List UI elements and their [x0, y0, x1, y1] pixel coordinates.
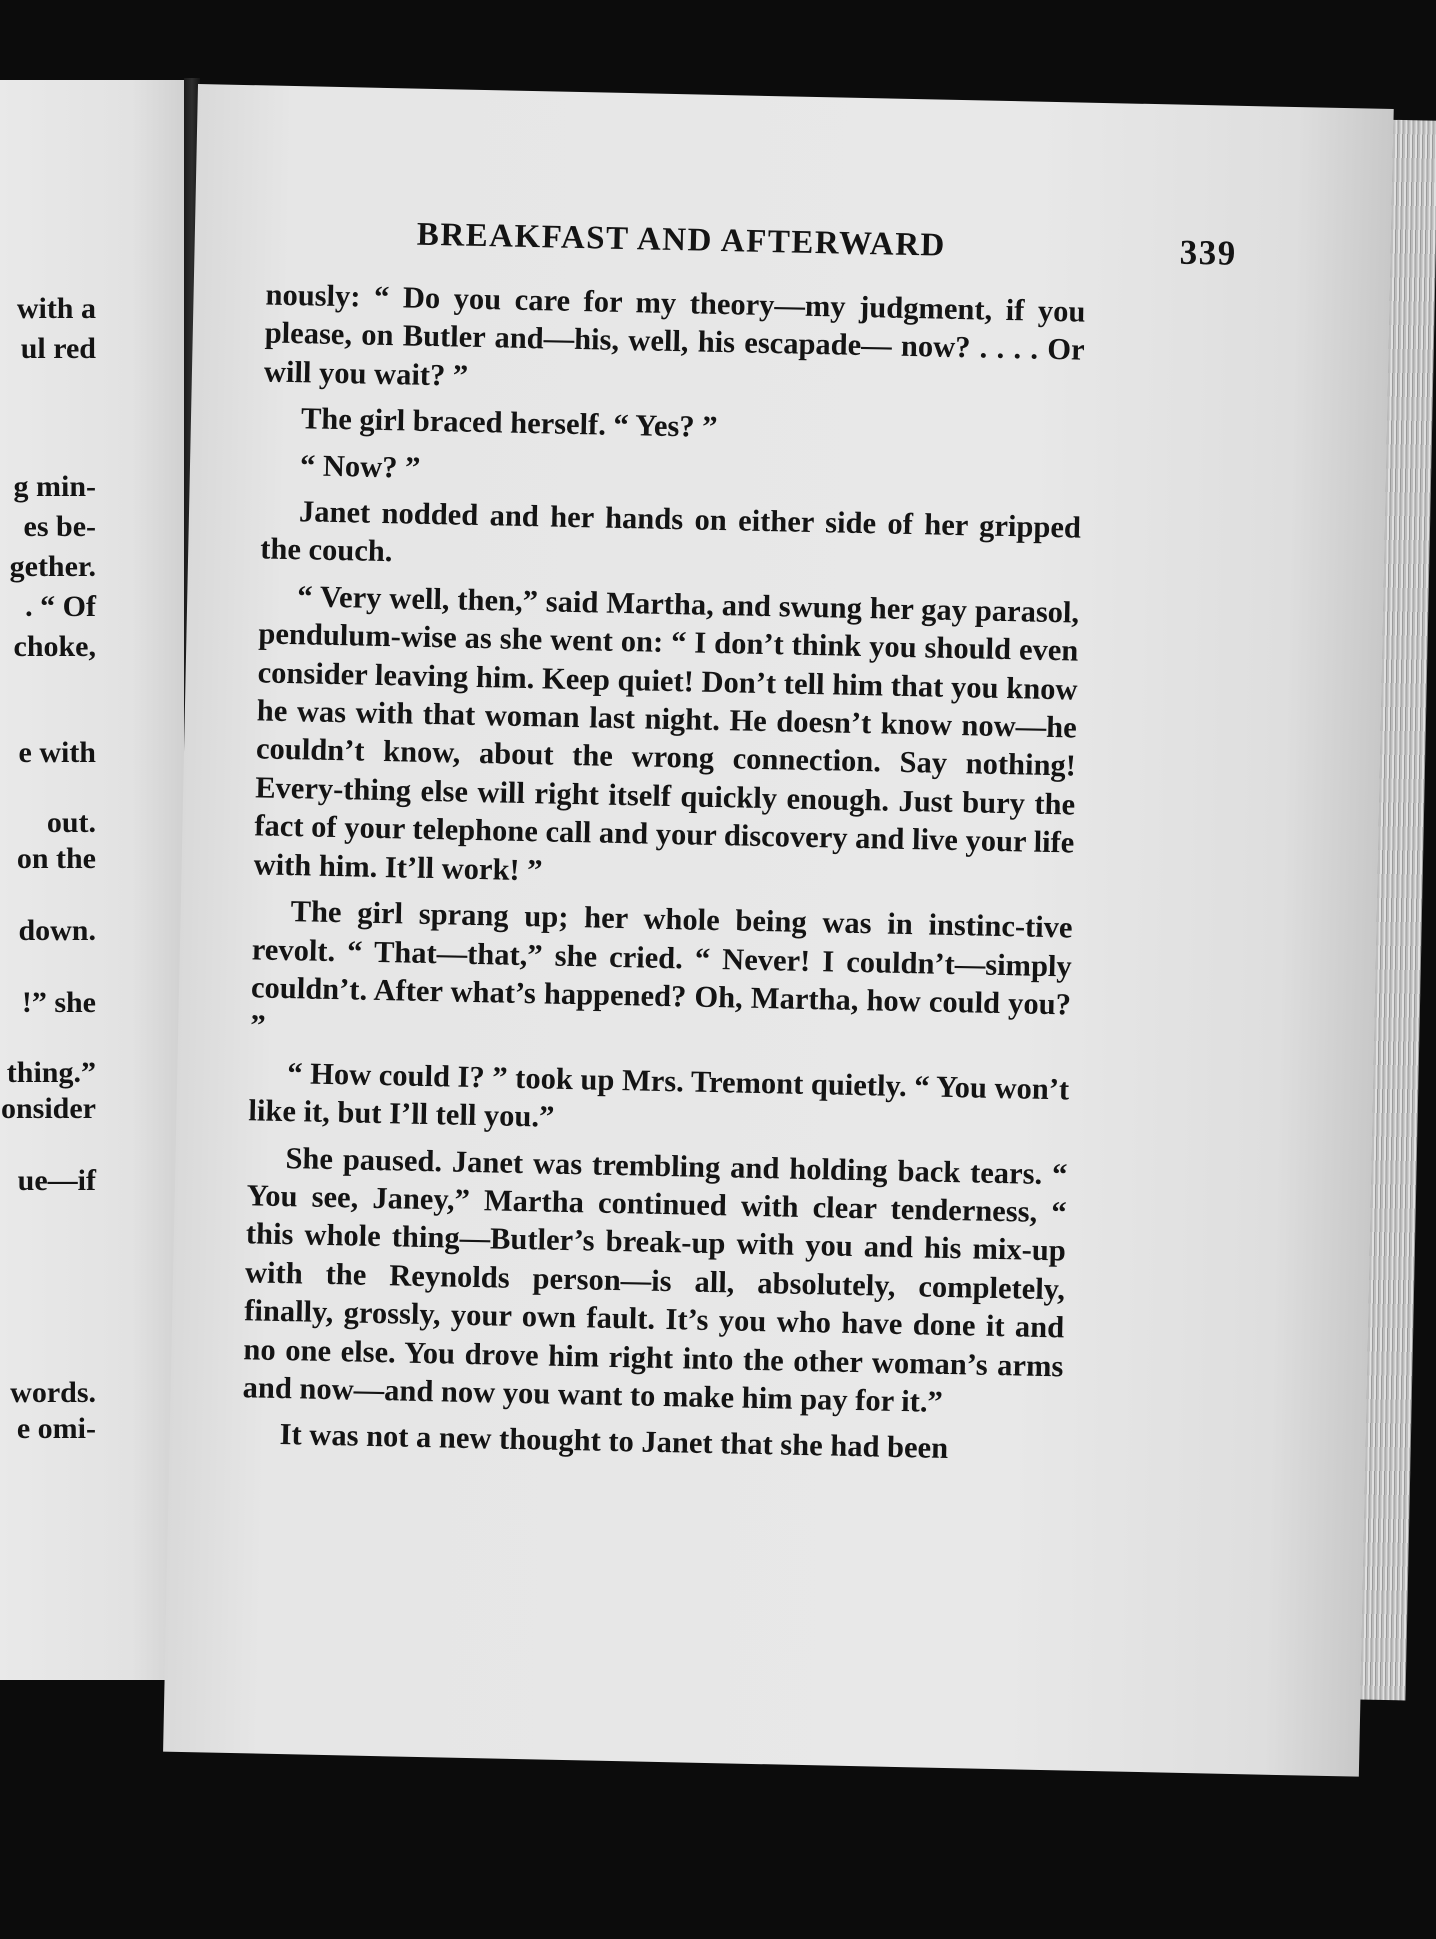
left-page-fragment: thing.”	[6, 1056, 96, 1089]
left-page-fragment: choke,	[13, 630, 96, 663]
left-page-fragment: ue—if	[17, 1164, 96, 1197]
left-page-fragment: !” she	[21, 986, 96, 1019]
left-page-fragment: e omi-	[16, 1412, 96, 1445]
left-page-fragment: e with	[18, 736, 96, 769]
running-head-title: BREAKFAST AND AFTERWARD	[416, 216, 947, 264]
paragraph: The girl sprang up; her whole being was in instinc-tive revolt. “ That—that,” she cried. “ Never! I couldn’t—simply couldn’t. After what’s happened? Oh, Martha, how could you? ”	[249, 894, 1073, 1043]
left-facing-page	[0, 80, 188, 1680]
paragraph: “ Now? ”	[299, 447, 421, 485]
left-page-fragment: with a	[16, 292, 96, 325]
left-page-fragment: es be-	[23, 510, 96, 543]
left-page-fragment: . “ Of	[25, 590, 96, 623]
page-number: 339	[1179, 232, 1238, 273]
left-page-fragment: down.	[18, 914, 96, 947]
left-page-fragment: gether.	[9, 550, 96, 583]
left-page-fragment: ul red	[20, 332, 96, 365]
left-page-fragment: g min-	[13, 470, 96, 503]
paragraph: “ Very well, then,” said Martha, and swung her gay parasol, pendulum-wise as she went on: “ I don’t think you should even consider leaving him. Keep quiet! Don’t tell him that you know he was with that woman last night. He doesn’t know now—he couldn’t know, about the wrong connection. Say nothing! Every-thing else will right itself quickly enough. Just bury the fact of your telephone call and your discovery and live your life with him. It’ll work! ”	[253, 579, 1080, 888]
body-text	[241, 275, 1086, 1478]
paragraph: She paused. Janet was trembling and holding back tears. “ You see, Janey,” Martha continued with clear tenderness, “ this whole thing—Butler’s break-up with you and his mix-up with the Reynolds person—is all, absolutely, completely, finally, grossly, your own fault. It’s you who have done it and no one else. You drove him right into the other woman’s arms and now—and now you want to make him pay for it.”	[242, 1140, 1068, 1419]
paragraph: “ How could I? ” took up Mrs. Tremont quietly. “ You won’t like it, but I’ll tell you.”	[248, 1055, 1070, 1134]
paragraph: Janet nodded and her hands on either side of her gripped the couch.	[259, 494, 1082, 569]
left-page-fragment: out.	[46, 806, 96, 839]
paragraph: nously: “ Do you care for my theory—my judgment, if you please, on Butler and—his, well, his escapade— now? . . . . Or will you wait? ”	[263, 277, 1086, 393]
paragraph: It was not a new thought to Janet that she had been	[279, 1417, 949, 1466]
right-page	[163, 84, 1394, 1777]
paragraph: The girl braced herself. “ Yes? ”	[300, 401, 718, 445]
left-page-fragment: on the	[16, 842, 96, 875]
left-page-fragment: onsider	[0, 1092, 96, 1125]
left-page-fragment: words.	[10, 1376, 96, 1409]
running-head	[416, 216, 1238, 273]
